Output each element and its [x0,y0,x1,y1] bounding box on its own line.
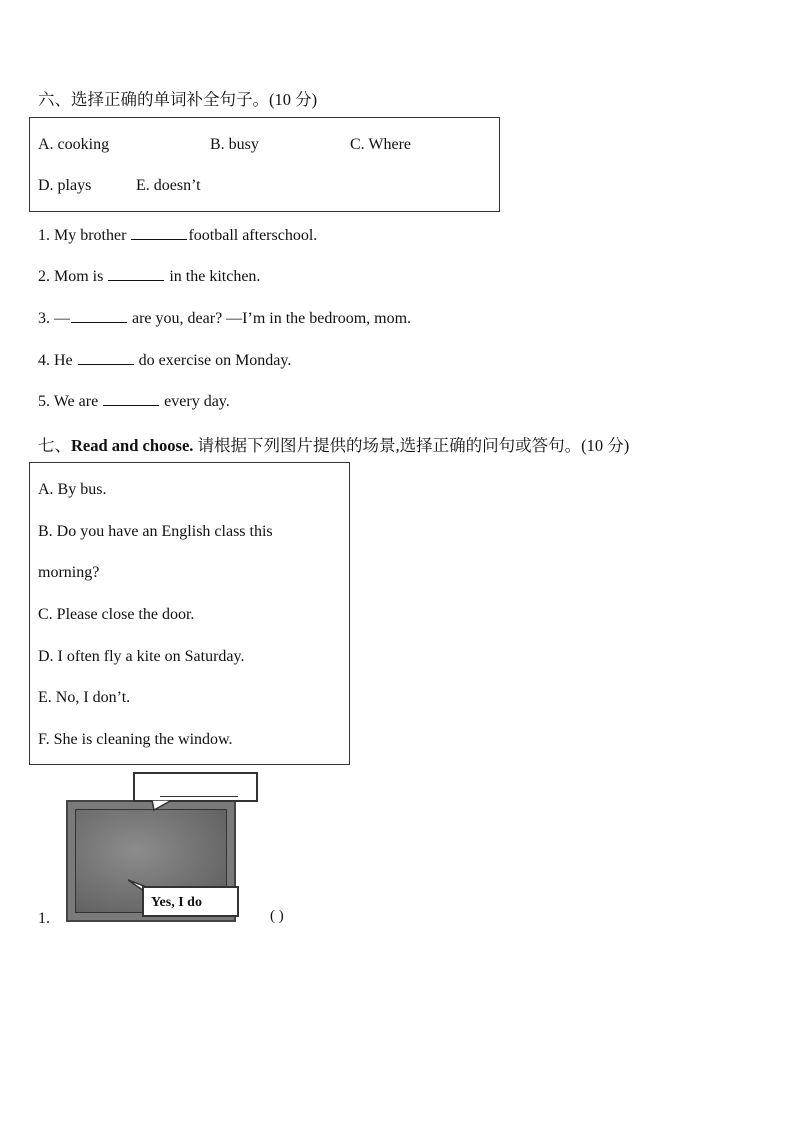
choice-c: C. Please close the door. [38,606,195,623]
option-a: A. cooking [38,136,110,153]
section6-title: 六、选择正确的单词补全句子。(10 分) [38,90,318,109]
question-2-before: 2. Mom is [38,268,104,285]
choice-e: E. No, I don’t. [38,689,131,706]
choice-b-line1: B. Do you have an English class this [38,523,273,540]
speech-bubble-answer [142,886,239,917]
answer-bracket-1[interactable]: ( ) [270,908,284,924]
question-5-before: 5. We are [38,393,99,410]
option-e: E. doesn’t [136,177,201,194]
question-5 [38,391,230,411]
section7-title [38,432,629,456]
choices-box [29,462,350,765]
choice-b-line2: morning? [38,564,100,581]
question-4-after: do exercise on Monday. [138,352,292,369]
answer-blank-1[interactable] [131,225,187,240]
question-3-before: 3. — [38,310,70,327]
question-4-before: 4. He [38,352,73,369]
item-1-number: 1. [38,910,50,927]
answer-blank-2[interactable] [108,266,164,281]
speech-bubble-answer-text: Yes, I do [151,895,202,910]
question-2 [38,266,260,286]
answer-blank-4[interactable] [78,350,134,365]
option-b: B. busy [210,136,259,153]
question-2-after: in the kitchen. [169,268,261,285]
speech-bubble-question [133,772,258,802]
choice-a: A. By bus. [38,481,107,498]
section7-title-prefix: 七、 [38,436,71,455]
question-5-after: every day. [164,393,230,410]
option-d: D. plays [38,177,92,194]
question-3-after: are you, dear? —I’m in the bedroom, mom. [132,310,412,327]
speech-bubble-blank-line [160,796,238,797]
question-1-after: football afterschool. [188,227,318,244]
option-c: C. Where [350,136,412,153]
word-bank-box [29,117,500,212]
question-1 [38,225,317,245]
bubble-tail-top-icon [150,800,180,812]
section7-title-bold: Read and choose. [71,436,194,455]
answer-blank-5[interactable] [103,391,159,406]
choice-f: F. She is cleaning the window. [38,731,233,748]
question-1-before: 1. My brother [38,227,127,244]
question-3 [38,308,411,328]
section7-title-rest: 请根据下列图片提供的场景,选择正确的问句或答句。(10 分) [193,436,630,455]
choice-d: D. I often fly a kite on Saturday. [38,648,245,665]
answer-blank-3[interactable] [71,308,127,323]
question-4 [38,350,291,370]
